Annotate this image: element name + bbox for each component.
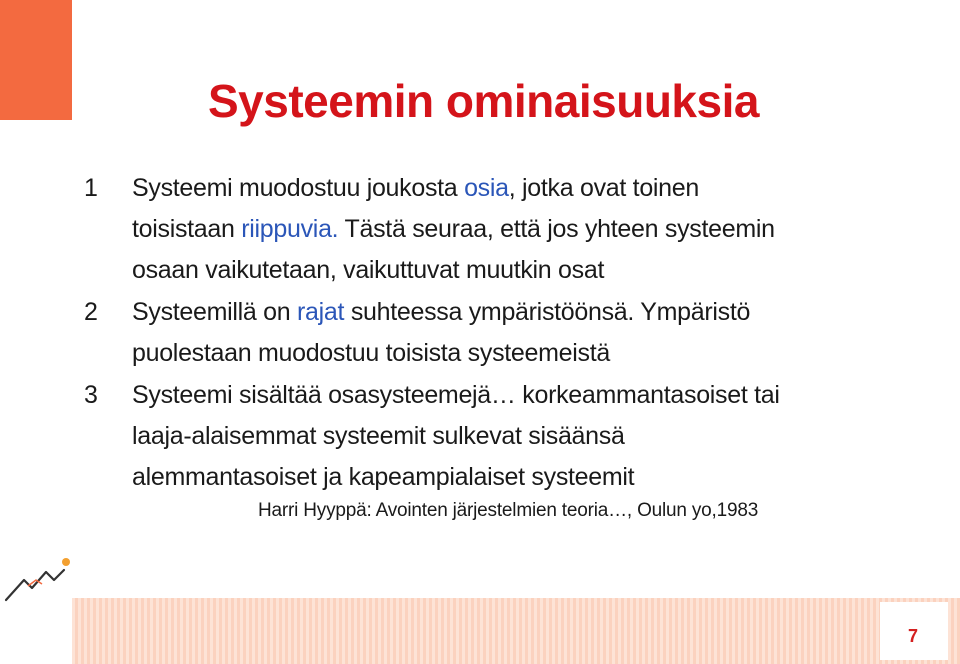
item-text (132, 375, 922, 498)
slide-title: Systeemin ominaisuuksia (208, 75, 759, 127)
text-line: puolestaan muodostuu toisista systeemeistä (132, 339, 610, 367)
corner-accent-block (0, 0, 72, 120)
item-text (132, 168, 922, 291)
citation: Harri Hyyppä: Avointen järjestelmien teoria…, Oulun yo,1983 (258, 500, 759, 521)
item-number: 1 (84, 174, 98, 202)
text-line: Systeemi muodostuu joukosta osia, jotka ovat toinen (132, 174, 699, 202)
text-line: toisistaan riippuvia. Tästä seuraa, että jos yhteen systeemin (132, 215, 775, 243)
footer-logo-area (0, 598, 72, 664)
text-line: alemmantasoiset ja kapeampialaiset systeemit (132, 463, 635, 491)
item-number: 2 (84, 298, 98, 326)
item-text (132, 292, 922, 374)
mountain-logo-icon (2, 550, 82, 606)
item-number: 3 (84, 381, 98, 409)
text-line: laaja-alaisemmat systeemit sulkevat sisäänsä (132, 422, 625, 450)
highlight-term: osia (464, 174, 509, 202)
text-line: Systeemi sisältää osasysteemejä… korkeammantasoiset tai (132, 381, 780, 409)
text-line: Systeemillä on rajat suhteessa ympäristöönsä. Ympäristö (132, 298, 751, 326)
highlight-term: riippuvia. (241, 215, 339, 243)
highlight-term: rajat (297, 298, 345, 326)
text-line: osaan vaikutetaan, vaikuttuvat muutkin osat (132, 256, 605, 284)
page-number: 7 (908, 626, 919, 646)
footer-stripe (72, 598, 960, 664)
